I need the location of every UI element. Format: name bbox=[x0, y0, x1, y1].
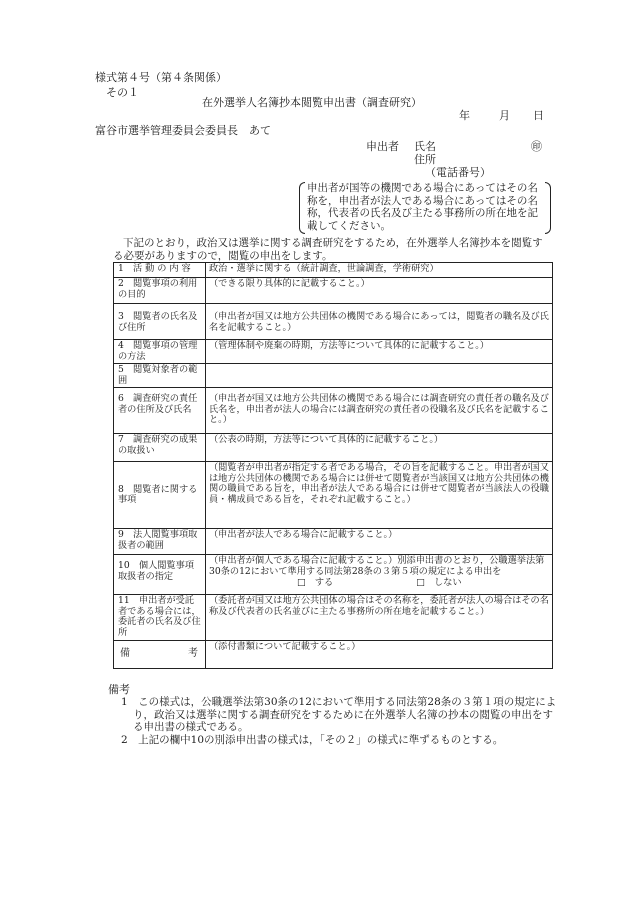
row-value: （管理体制や廃棄の時期，方法等について具体的に記載すること。） bbox=[206, 340, 553, 364]
table-row bbox=[114, 304, 553, 340]
applicant-instruction-box bbox=[299, 182, 551, 232]
row-label: 1 活 動 の 内 容 bbox=[114, 263, 206, 278]
row-value: （できる限り具体的に記載すること。） bbox=[206, 278, 553, 304]
row-label: 3 閲覧者の氏名及び住所 bbox=[114, 304, 206, 340]
row-label: 10 個人閲覧事項取扱者の指定 bbox=[114, 555, 206, 595]
row-value bbox=[206, 555, 553, 595]
row-label: 7 調査研究の成果の取扱い bbox=[114, 434, 206, 462]
date-month: 月 bbox=[499, 109, 510, 122]
applicant-instruction: 申出者が国等の機関である場合にあってはその名称を，申出者が法人である場合にあってはその名称，代表者の氏名及び主たる事務所の所在地を記載してください。 bbox=[307, 182, 538, 232]
choice-dont[interactable]: □ しない bbox=[416, 577, 462, 588]
table-row bbox=[114, 340, 553, 364]
table-row bbox=[114, 641, 553, 669]
table-row bbox=[114, 529, 553, 555]
date-day: 日 bbox=[533, 109, 544, 122]
row-value: （申出者が法人である場合に記載すること。） bbox=[206, 529, 553, 555]
row-value: （委託者が国又は地方公共団体の場合はその名称を，委託者が法人の場合はその名称及び代表者の氏名並びに主たる事務所の所在地を記載すること。） bbox=[206, 595, 553, 641]
row-value: 政治・選挙に関する（統計調査，世論調査，学術研究） bbox=[206, 263, 553, 278]
row-value-text: （申出者が個人である場合に記載すること。）別添申出書のとおり，公職選挙法第30条の12において準用する同法第28条の３第５項の規定による申出を bbox=[209, 555, 545, 577]
addressee: 富谷市選挙管理委員会委員長 あて bbox=[95, 124, 271, 137]
row-label: 9 法人閲覧事項取扱者の範囲 bbox=[114, 529, 206, 555]
table-row bbox=[114, 388, 553, 434]
remarks-label bbox=[114, 641, 206, 669]
table-row bbox=[114, 364, 553, 388]
row-label: 6 調査研究の責任者の住所及び氏名 bbox=[114, 388, 206, 434]
applicant-label: 申出者 bbox=[366, 140, 399, 153]
choice-group bbox=[209, 578, 549, 589]
applicant-name-label: 氏名 bbox=[414, 140, 436, 153]
sub-label: その１ bbox=[106, 86, 139, 99]
row-label: 2 閲覧事項の利用の目的 bbox=[114, 278, 206, 304]
intro-text: 下記のとおり，政治又は選挙に関する調査研究をするため，在外選挙人名簿抄本を閲覧する必要がありますので，閲覧の申出をします。 bbox=[113, 237, 543, 262]
row-value: （閲覧者が申出者が指定する者である場合，その旨を記載すること。申出者が国又は地方公共団体の機関である場合には併せて閲覧者が当該国又は地方公共団体の機関の職員である旨を，申出者が法人である場合には併せて閲覧者が当該法人の役職員・構成員である旨を，それぞれ記載すること。） bbox=[206, 462, 553, 529]
choice-do[interactable]: □ する bbox=[297, 577, 334, 588]
right-bracket bbox=[545, 182, 551, 234]
applicant-phone-label: （電話番号） bbox=[425, 166, 491, 179]
remarks-value: （添付書類について記載すること。） bbox=[206, 641, 553, 669]
applicant-address-label: 住所 bbox=[414, 153, 436, 166]
table-row bbox=[114, 434, 553, 462]
application-table bbox=[113, 262, 553, 669]
table-row bbox=[114, 555, 553, 595]
notes-heading: 備考 bbox=[108, 683, 130, 696]
row-value: （公表の時期，方法等について具体的に記載すること。） bbox=[206, 434, 553, 462]
table-row bbox=[114, 278, 553, 304]
note-item-1: 1 この様式は，公職選挙法第30条の12において準用する同法第28条の３第１項の規定により，政治又は選挙に関する調査研究をするために在外選挙人名簿の抄本の閲覧の申出をする申出書の様式である。 bbox=[121, 696, 557, 733]
page-title: 在外選挙人名簿抄本閲覧申出書（調査研究） bbox=[202, 96, 422, 109]
table-row bbox=[114, 263, 553, 278]
note-item-2: 2 上記の欄中10の別添申出書の様式は，「その２」の様式に準ずるものとする。 bbox=[121, 734, 504, 746]
seal-mark: ㊞ bbox=[531, 140, 542, 153]
row-value: （申出者が国又は地方公共団体の機関である場合には調査研究の責任者の職名及び氏名を，申出者が法人の場合には調査研究の責任者の役職名及び氏名を記載すること。） bbox=[206, 388, 553, 434]
row-label: 11 申出者が受託者である場合には，委託者の氏名及び住所 bbox=[114, 595, 206, 641]
row-label: 4 閲覧事項の管理の方法 bbox=[114, 340, 206, 364]
left-bracket bbox=[299, 182, 305, 234]
table-row bbox=[114, 462, 553, 529]
row-label: 8 閲覧者に関する事項 bbox=[114, 462, 206, 529]
row-label: 5 閲覧対象者の範囲 bbox=[114, 364, 206, 388]
table-row bbox=[114, 595, 553, 641]
remarks-label-1: 備 bbox=[120, 648, 130, 660]
remarks-label-2: 考 bbox=[188, 648, 198, 660]
date-year: 年 bbox=[459, 109, 470, 122]
row-value bbox=[206, 364, 553, 388]
form-number: 様式第４号（第４条関係） bbox=[95, 71, 227, 84]
row-value: （申出者が国又は地方公共団体の機関である場合にあっては，閲覧者の職名及び氏名を記載すること。） bbox=[206, 304, 553, 340]
